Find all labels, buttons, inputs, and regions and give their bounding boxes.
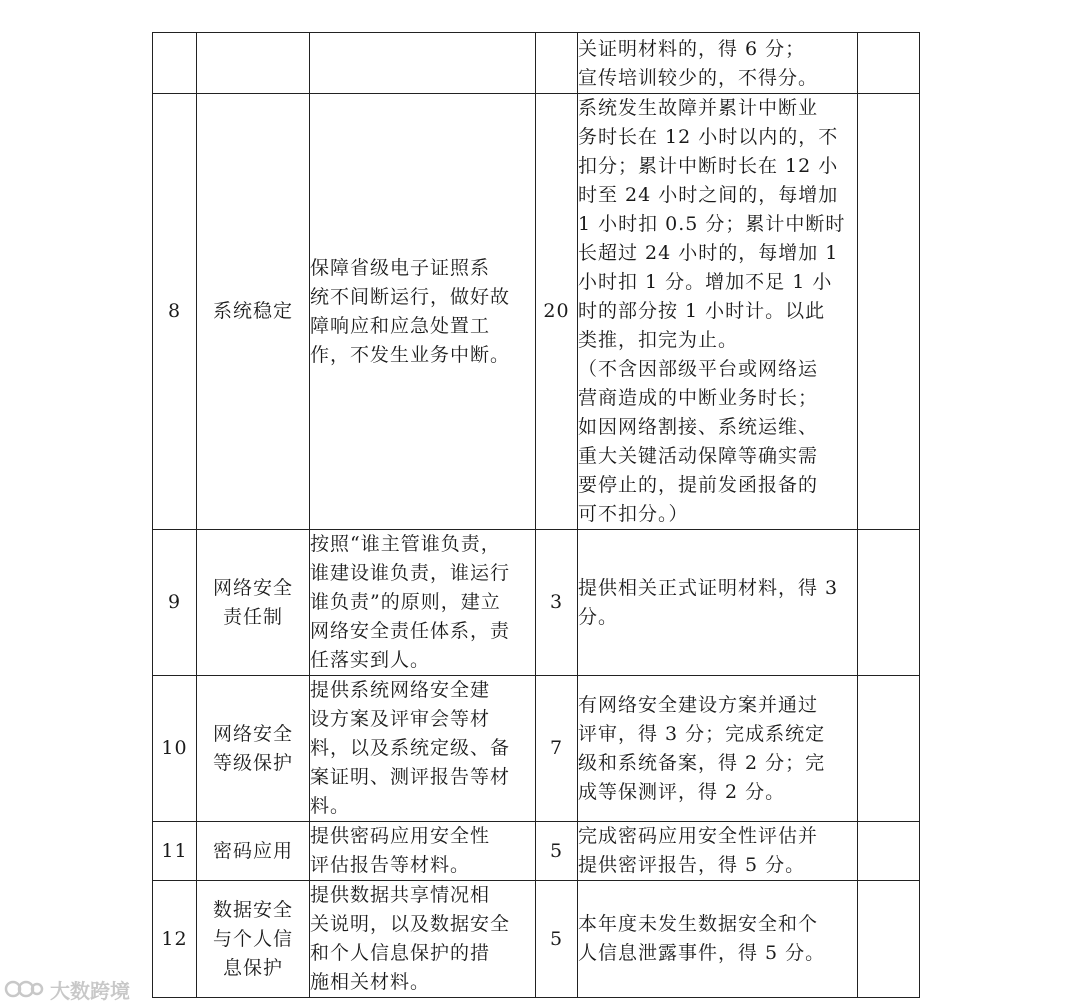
remarks-cell — [858, 822, 920, 881]
watermark-text: 大数跨境 — [50, 978, 130, 1003]
remarks-cell — [858, 94, 920, 530]
points: 5 — [536, 822, 578, 881]
item-name: 数据安全 与个人信 息保护 — [197, 881, 310, 998]
table-row — [153, 881, 920, 998]
row-number: 8 — [153, 94, 197, 530]
scoring-rule: 系统发生故障并累计中断业 务时长在 12 小时以内的，不 扣分；累计中断时长在 12 小 时至 24 小时之间的，每增加 1 小时扣 0.5 分；累计中断时 长超过 24 小时的，每增加 1 小时扣 1 分。增加不足 1 小 时的部分按 1 小时计。以此 类推，扣完为止。 （不含因部级平台或网络运 营商造成的中断业务时长； 如因网络割接、系统运维、 重大关键活动保障等确实需 要停止的，提前发函报备的 可不扣分。） — [578, 94, 858, 530]
item-name: 网络安全 责任制 — [197, 530, 310, 676]
scoring-rule: 完成密码应用安全性评估并 提供密评报告，得 5 分。 — [578, 822, 858, 881]
scoring-rule: 有网络安全建设方案并通过 评审，得 3 分；完成系统定 级和系统备案，得 2 分；完 成等保测评，得 2 分。 — [578, 676, 858, 822]
item-name: 网络安全 等级保护 — [197, 676, 310, 822]
points: 3 — [536, 530, 578, 676]
row-number: 9 — [153, 530, 197, 676]
brand-logo-icon — [4, 977, 44, 1001]
row-number: 11 — [153, 822, 197, 881]
points: 7 — [536, 676, 578, 822]
requirement — [310, 33, 536, 94]
remarks-cell — [858, 676, 920, 822]
scoring-table — [152, 32, 920, 998]
remarks-cell — [858, 530, 920, 676]
table-row — [153, 94, 920, 530]
remarks-cell — [858, 33, 920, 94]
scoring-rule: 关证明材料的，得 6 分； 宣传培训较少的，不得分。 — [578, 33, 858, 94]
row-number: 10 — [153, 676, 197, 822]
requirement: 按照“谁主管谁负责， 谁建设谁负责，谁运行 谁负责”的原则，建立 网络安全责任体系，责 任落实到人。 — [310, 530, 536, 676]
row-number: 12 — [153, 881, 197, 998]
item-name: 密码应用 — [197, 822, 310, 881]
item-name — [197, 33, 310, 94]
table-row — [153, 530, 920, 676]
table-row — [153, 822, 920, 881]
points: 20 — [536, 94, 578, 530]
requirement: 提供系统网络安全建 设方案及评审会等材 料，以及系统定级、备 案证明、测评报告等材 料。 — [310, 676, 536, 822]
requirement: 保障省级电子证照系 统不间断运行，做好故 障响应和应急处置工 作，不发生业务中断。 — [310, 94, 536, 530]
points: 5 — [536, 881, 578, 998]
points — [536, 33, 578, 94]
requirement: 提供密码应用安全性 评估报告等材料。 — [310, 822, 536, 881]
remarks-cell — [858, 881, 920, 998]
scoring-rule: 本年度未发生数据安全和个 人信息泄露事件，得 5 分。 — [578, 881, 858, 998]
table-row — [153, 33, 920, 94]
table-row — [153, 676, 920, 822]
scoring-rule: 提供相关正式证明材料，得 3 分。 — [578, 530, 858, 676]
requirement: 提供数据共享情况相 关说明，以及数据安全 和个人信息保护的措 施相关材料。 — [310, 881, 536, 998]
row-number — [153, 33, 197, 94]
item-name: 系统稳定 — [197, 94, 310, 530]
watermark — [4, 974, 130, 1004]
